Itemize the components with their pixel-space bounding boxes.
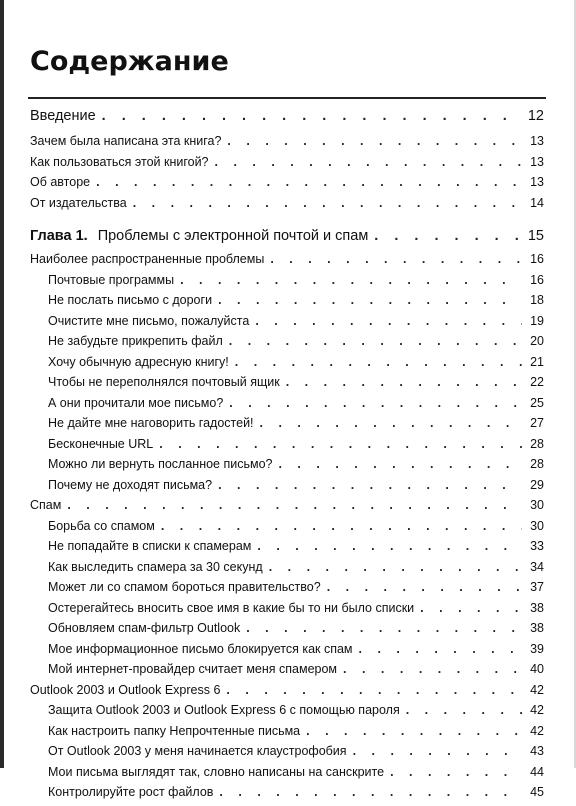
toc-entry-page: 37 bbox=[530, 580, 544, 594]
toc-entry-page: 45 bbox=[530, 785, 544, 799]
leader-dots bbox=[218, 478, 522, 492]
toc-entry-label: Как настроить папку Непрочтенные письма bbox=[48, 723, 301, 738]
toc-entry-label: Не забудьте прикрепить файл bbox=[48, 334, 223, 348]
toc-entry-chapter-1[interactable] bbox=[30, 228, 544, 252]
leader-dots bbox=[420, 601, 522, 615]
toc-entry-label: Спам bbox=[30, 498, 62, 512]
toc-entry[interactable] bbox=[30, 196, 544, 217]
toc-entry-page: 18 bbox=[530, 293, 544, 307]
toc-entry-label: Outlook 2003 и Outlook Express 6 bbox=[30, 682, 221, 697]
leader-dots bbox=[226, 683, 522, 697]
toc-subentry[interactable] bbox=[30, 560, 544, 581]
toc-entry-label: Борьба со спамом bbox=[48, 518, 155, 533]
toc-subentry[interactable] bbox=[30, 396, 544, 417]
toc-subentry[interactable] bbox=[30, 601, 544, 622]
leader-dots bbox=[229, 334, 522, 348]
toc-entry-page: 43 bbox=[530, 744, 544, 758]
page-binding-edge bbox=[0, 0, 4, 768]
leader-dots bbox=[235, 355, 522, 369]
toc-entry-page: 29 bbox=[530, 477, 544, 492]
toc-subentry[interactable] bbox=[30, 437, 544, 458]
leader-dots bbox=[278, 457, 522, 471]
toc-entry-label: Можно ли вернуть посланное письмо? bbox=[48, 457, 273, 471]
toc-subentry[interactable] bbox=[30, 334, 544, 355]
leader-dots bbox=[353, 744, 522, 758]
toc-entry-page: 34 bbox=[530, 559, 544, 574]
toc-entry-page: 19 bbox=[530, 313, 544, 328]
leader-dots bbox=[102, 108, 522, 124]
toc-subentry[interactable] bbox=[30, 621, 544, 642]
toc-entry-page: 13 bbox=[530, 154, 544, 169]
toc-subentry[interactable] bbox=[30, 642, 544, 663]
leader-dots bbox=[390, 765, 522, 779]
toc-entry[interactable] bbox=[30, 175, 544, 196]
toc-entry-label: Может ли со спамом бороться правительство? bbox=[48, 580, 321, 594]
page-title: Содержание bbox=[30, 46, 229, 77]
toc-entry-page: 38 bbox=[530, 600, 544, 615]
leader-dots bbox=[227, 134, 522, 148]
toc-subentry[interactable] bbox=[30, 293, 544, 314]
toc-entry-label: Об авторе bbox=[30, 175, 91, 189]
chapter-title: Проблемы с электронной почтой и спам bbox=[97, 228, 369, 244]
toc-entry-label: Контролируйте рост файлов bbox=[48, 785, 214, 799]
toc-entry-label: А они прочитали мое письмо? bbox=[48, 395, 224, 410]
leader-dots bbox=[269, 560, 522, 574]
toc-entry-page: 22 bbox=[530, 375, 544, 389]
toc-subentry[interactable] bbox=[30, 355, 544, 376]
toc-entry-page: 42 bbox=[530, 682, 544, 697]
toc-entry-page: 12 bbox=[527, 108, 544, 124]
toc-entry-label: Не дайте мне наговорить гадостей! bbox=[48, 416, 254, 430]
leader-dots bbox=[161, 519, 522, 533]
toc-entry-label: Не послать письмо с дороги bbox=[48, 293, 213, 307]
leader-dots bbox=[67, 498, 522, 512]
leader-dots bbox=[270, 252, 522, 266]
toc-entry-page: 27 bbox=[530, 416, 544, 430]
toc-entry-page: 28 bbox=[530, 436, 544, 451]
toc-entry-label: Обновляем спам-фильтр Outlook bbox=[48, 621, 241, 635]
toc-entry-page: 16 bbox=[530, 252, 544, 266]
toc-subentry[interactable] bbox=[30, 662, 544, 683]
toc-entry-label: Наиболее распространенные проблемы bbox=[30, 252, 265, 266]
leader-dots bbox=[374, 228, 522, 244]
toc-section[interactable] bbox=[30, 683, 544, 704]
leader-dots bbox=[229, 396, 522, 410]
leader-dots bbox=[359, 642, 522, 656]
toc-entry-page: 15 bbox=[527, 228, 544, 244]
leader-dots bbox=[96, 175, 522, 189]
leader-dots bbox=[180, 273, 522, 287]
toc-entry-label: Введение bbox=[30, 108, 96, 124]
leader-dots bbox=[215, 155, 523, 169]
toc-entry[interactable] bbox=[30, 134, 544, 155]
leader-dots bbox=[406, 703, 522, 717]
chapter-1-sections bbox=[30, 252, 544, 806]
toc-subentry[interactable] bbox=[30, 375, 544, 396]
toc-entry-label: Почему не доходят письма? bbox=[48, 477, 213, 492]
toc-entry-page: 40 bbox=[530, 662, 544, 676]
toc-subentry[interactable] bbox=[30, 703, 544, 724]
chapter-number: Глава 1. bbox=[30, 228, 88, 244]
toc-entry-page: 13 bbox=[530, 134, 544, 148]
toc-subentry[interactable] bbox=[30, 478, 544, 499]
leader-dots bbox=[306, 724, 522, 738]
toc-entry-page: 28 bbox=[530, 457, 544, 471]
toc-entry-label: От Outlook 2003 у меня начинается клаустрофобия bbox=[48, 744, 347, 758]
toc-section[interactable] bbox=[30, 252, 544, 273]
toc-entry-page: 21 bbox=[530, 354, 544, 369]
leader-dots bbox=[255, 314, 522, 328]
leader-dots bbox=[246, 621, 522, 635]
leader-dots bbox=[286, 375, 522, 389]
toc-subentry[interactable] bbox=[30, 539, 544, 560]
toc-entry-label: Не попадайте в списки к спамерам bbox=[48, 539, 252, 553]
toc-entry-page: 25 bbox=[530, 395, 544, 410]
toc-entry-page: 42 bbox=[530, 703, 544, 717]
toc-entry-label: Мое информационное письмо блокируется как спам bbox=[48, 641, 353, 656]
toc-entry-label: Почтовые программы bbox=[48, 272, 175, 287]
toc-entry-page: 33 bbox=[530, 539, 544, 553]
toc-subentry[interactable] bbox=[30, 273, 544, 294]
toc-section[interactable] bbox=[30, 498, 544, 519]
leader-dots bbox=[219, 785, 522, 799]
toc-entry-page: 13 bbox=[530, 175, 544, 189]
toc-entry-label: Мои письма выглядят так, словно написаны на санскрите bbox=[48, 764, 385, 779]
toc-subentry[interactable] bbox=[30, 580, 544, 601]
leader-dots bbox=[159, 437, 522, 451]
toc-subentry[interactable] bbox=[30, 314, 544, 335]
leader-dots bbox=[327, 580, 522, 594]
title-rule bbox=[28, 97, 546, 99]
toc-entry-label: От издательства bbox=[30, 195, 127, 210]
toc-entry-label: Как пользоваться этой книгой? bbox=[30, 154, 209, 169]
toc-entry-label: Защита Outlook 2003 и Outlook Express 6 с помощью пароля bbox=[48, 703, 400, 717]
toc-entry-label: Зачем была написана эта книга? bbox=[30, 134, 222, 148]
toc-subentry[interactable] bbox=[30, 457, 544, 478]
toc-entry-label: Чтобы не переполнялся почтовый ящик bbox=[48, 375, 280, 389]
toc-entry-page: 20 bbox=[530, 334, 544, 348]
toc-subentry[interactable] bbox=[30, 744, 544, 765]
toc-subentry[interactable] bbox=[30, 519, 544, 540]
leader-dots bbox=[260, 416, 522, 430]
toc-entry-page: 38 bbox=[530, 621, 544, 635]
leader-dots bbox=[133, 196, 522, 210]
toc-entry-page: 30 bbox=[530, 498, 544, 512]
toc-subentry[interactable] bbox=[30, 785, 544, 806]
leader-dots bbox=[343, 662, 522, 676]
table-of-contents bbox=[30, 108, 544, 806]
toc-entry-page: 39 bbox=[530, 641, 544, 656]
toc-entry-page: 30 bbox=[530, 518, 544, 533]
toc-entry-intro[interactable] bbox=[30, 108, 544, 134]
toc-entry-label: Как выследить спамера за 30 секунд bbox=[48, 559, 263, 574]
toc-entry-page: 42 bbox=[530, 723, 544, 738]
leader-dots bbox=[218, 293, 522, 307]
leader-dots bbox=[257, 539, 522, 553]
toc-entry-label: Остерегайтесь вносить свое имя в какие бы то ни было списки bbox=[48, 600, 415, 615]
toc-entry-label: Хочу обычную адресную книгу! bbox=[48, 354, 229, 369]
toc-subentry[interactable] bbox=[30, 416, 544, 437]
toc-subentry[interactable] bbox=[30, 724, 544, 745]
toc-entry-label: Бесконечные URL bbox=[48, 436, 154, 451]
toc-entry-label: Мой интернет-провайдер считает меня спамером bbox=[48, 662, 338, 676]
toc-entry-page: 14 bbox=[530, 195, 544, 210]
toc-entry-label: Очистите мне письмо, пожалуйста bbox=[48, 313, 250, 328]
toc-entry-page: 44 bbox=[530, 764, 544, 779]
toc-entry[interactable] bbox=[30, 155, 544, 176]
toc-entry-page: 16 bbox=[530, 272, 544, 287]
